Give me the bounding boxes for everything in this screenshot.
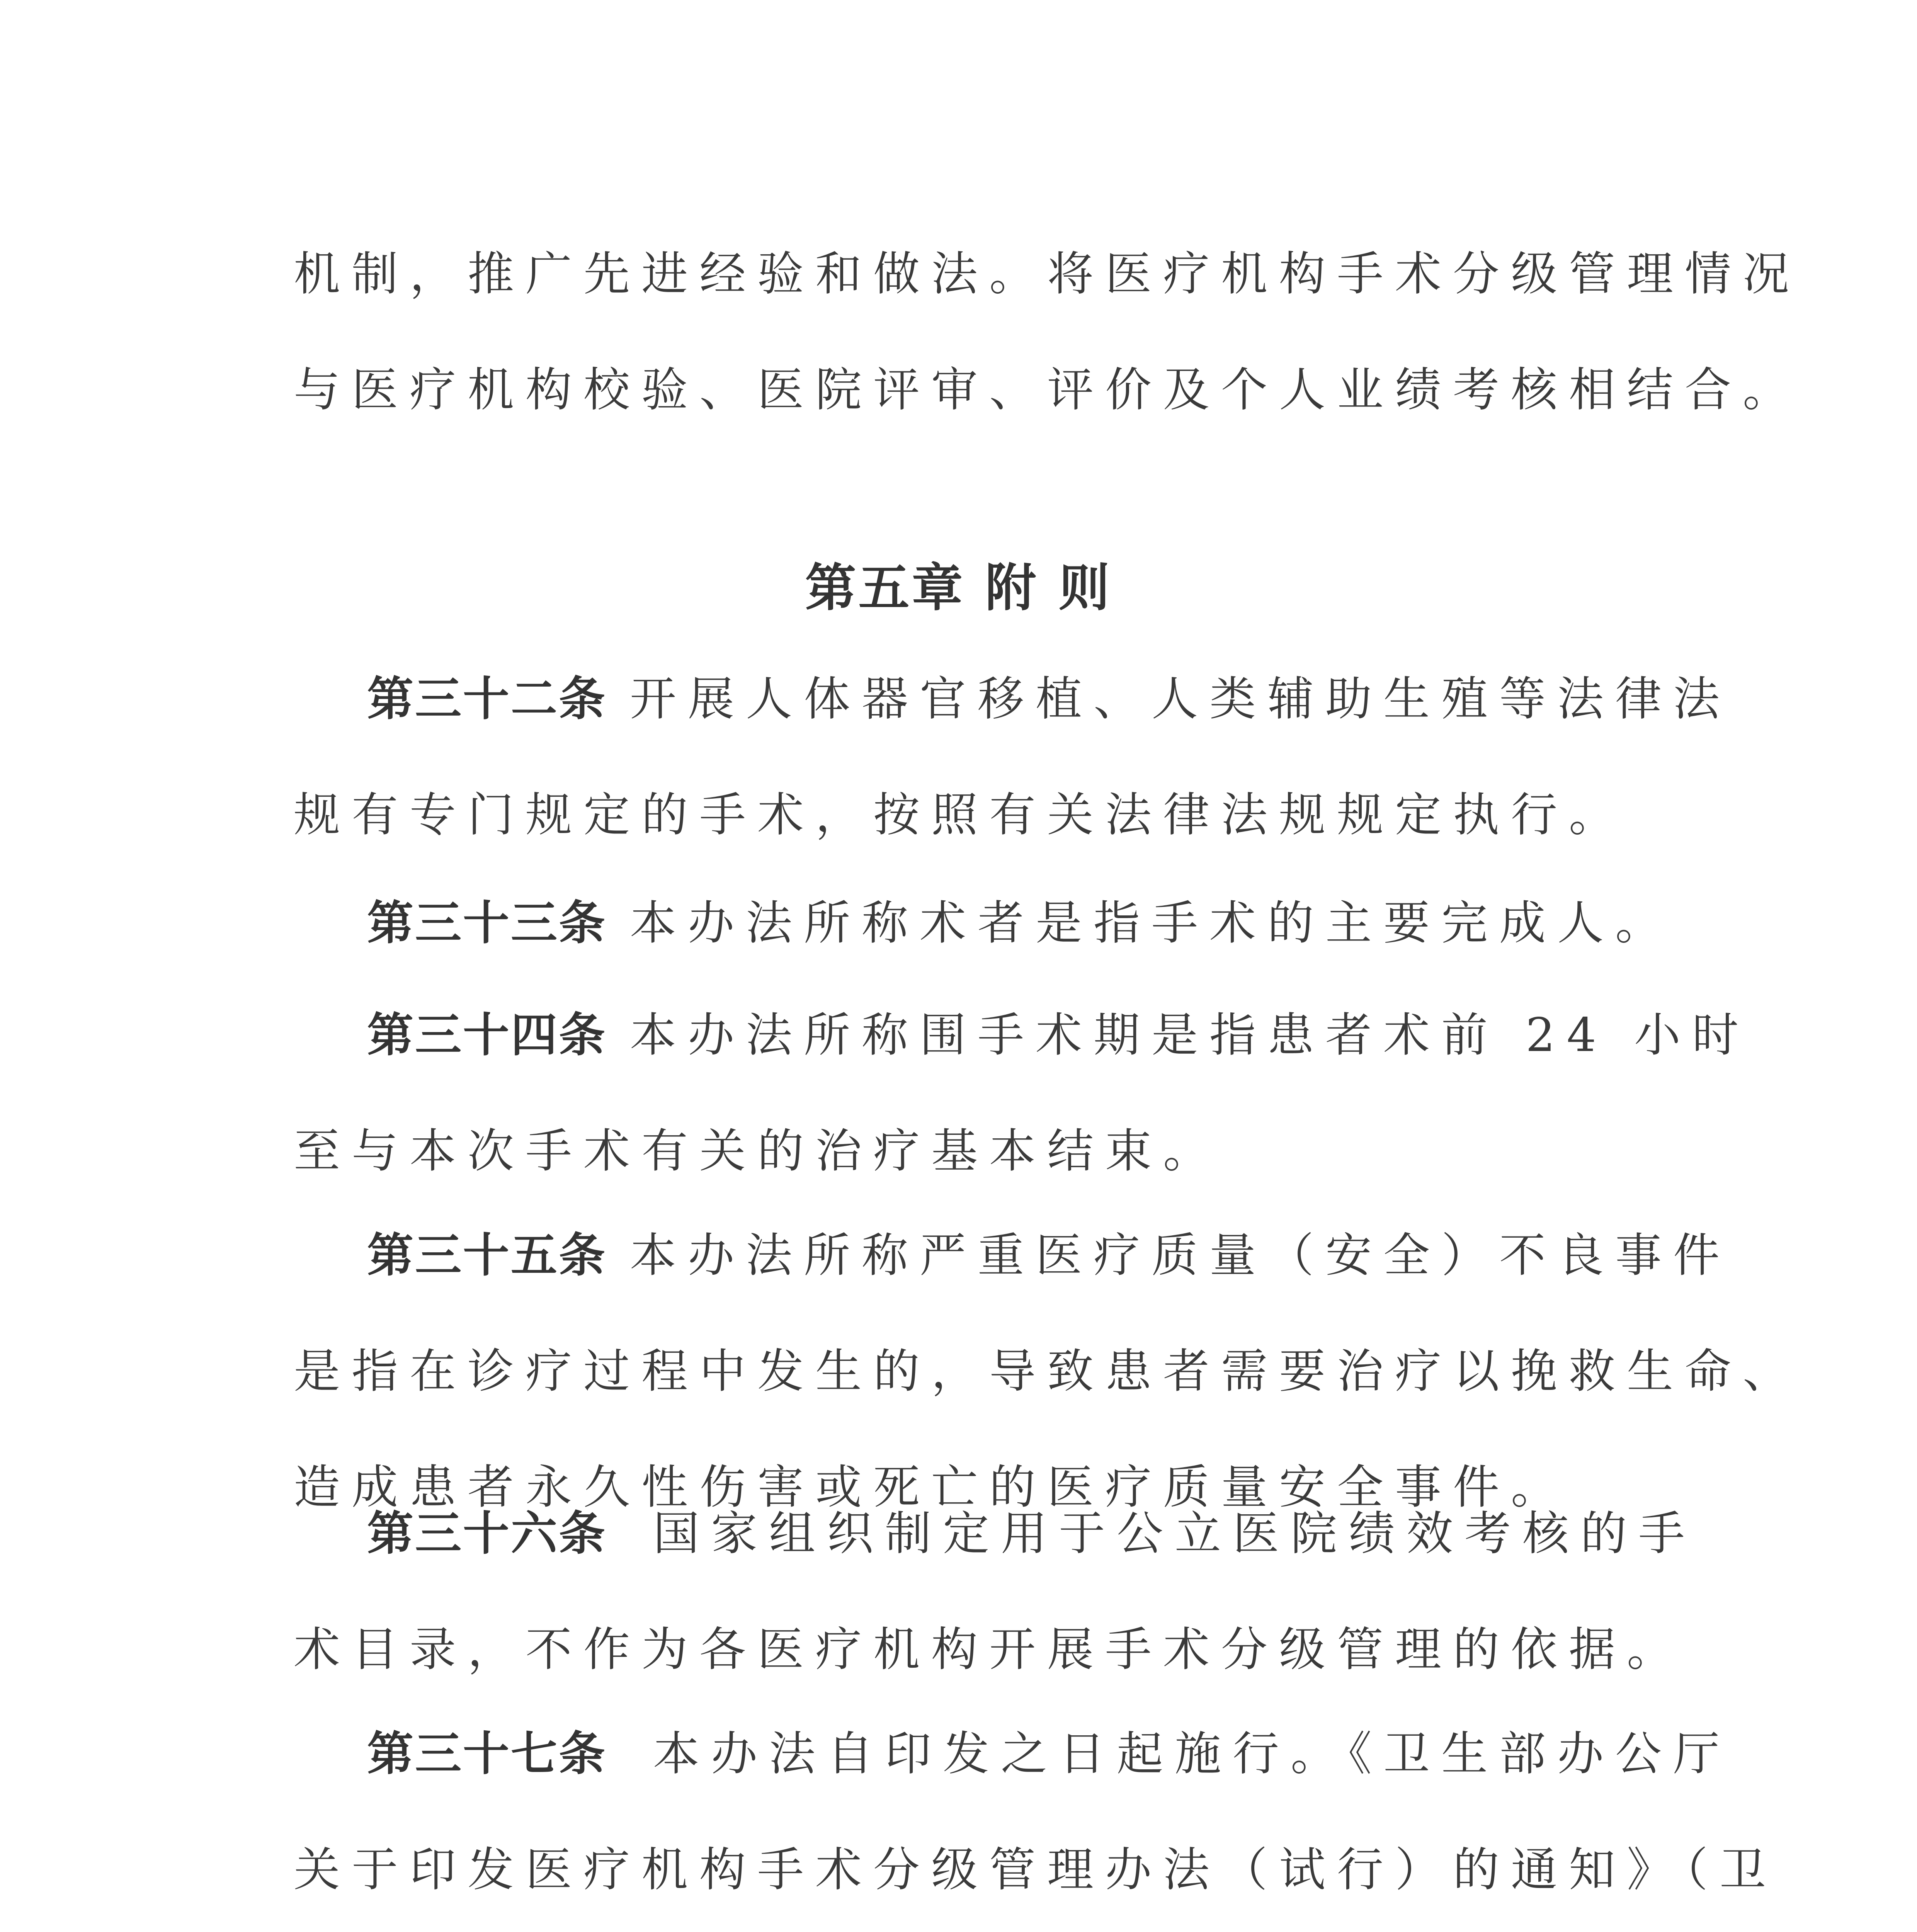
article-34 [294,978,1750,1209]
article-37-line-1: 本办法自印发之日起施行。《卫生部办公厅 [653,1727,1731,1781]
article-35-line-2: 是指在诊疗过程中发生的，导致患者需要治疗以挽救生命、 [294,1345,1801,1398]
article-37-label: 第三十七条 [367,1727,607,1781]
article-35-label: 第三十五条 [367,1229,607,1282]
article-37 [294,1696,1778,1932]
article-34-label: 第三十四条 [367,1009,607,1062]
article-35-line-3: 造成患者永久性伤害或死亡的医疗质量安全事件。 [294,1461,1569,1514]
article-36-line-2: 术目录，不作为各医疗机构开展手术分级管理的依据。 [294,1623,1685,1677]
article-32-label: 第三十二条 [367,672,607,726]
article-32 [294,641,1731,873]
article-34-line-1: 本办法所称围手术期是指患者术前 24 小时 [630,1009,1750,1062]
article-36-label: 第三十六条 [367,1507,607,1561]
intro-paragraph [294,216,1801,448]
article-32-line-1: 开展人体器官移植、人类辅助生殖等法律法 [630,672,1731,726]
article-33 [294,866,1673,981]
article-34-line-2: 至与本次手术有关的治疗基本结束。 [294,1124,1221,1178]
article-35-line-1: 本办法所称严重医疗质量（安全）不良事件 [630,1229,1731,1282]
article-33-line-1: 本办法所称术者是指手术的主要完成人。 [630,896,1673,950]
article-32-line-2: 规有专门规定的手术，按照有关法律法规规定执行。 [294,788,1627,842]
article-36-line-1: 国家组织制定用于公立医院绩效考核的手 [653,1507,1696,1561]
article-37-line-2: 关于印发医疗机构手术分级管理办法（试行）的通知》（卫 [294,1843,1778,1897]
article-33-label: 第三十三条 [367,896,607,950]
intro-line-2: 与医疗机构校验、医院评审、评价及个人业绩考核相结合。 [294,363,1801,417]
article-36 [294,1476,1696,1708]
chapter-title: 第五章 附 则 [805,558,1112,618]
intro-line-1: 机制，推广先进经验和做法。将医疗机构手术分级管理情况 [294,247,1801,301]
